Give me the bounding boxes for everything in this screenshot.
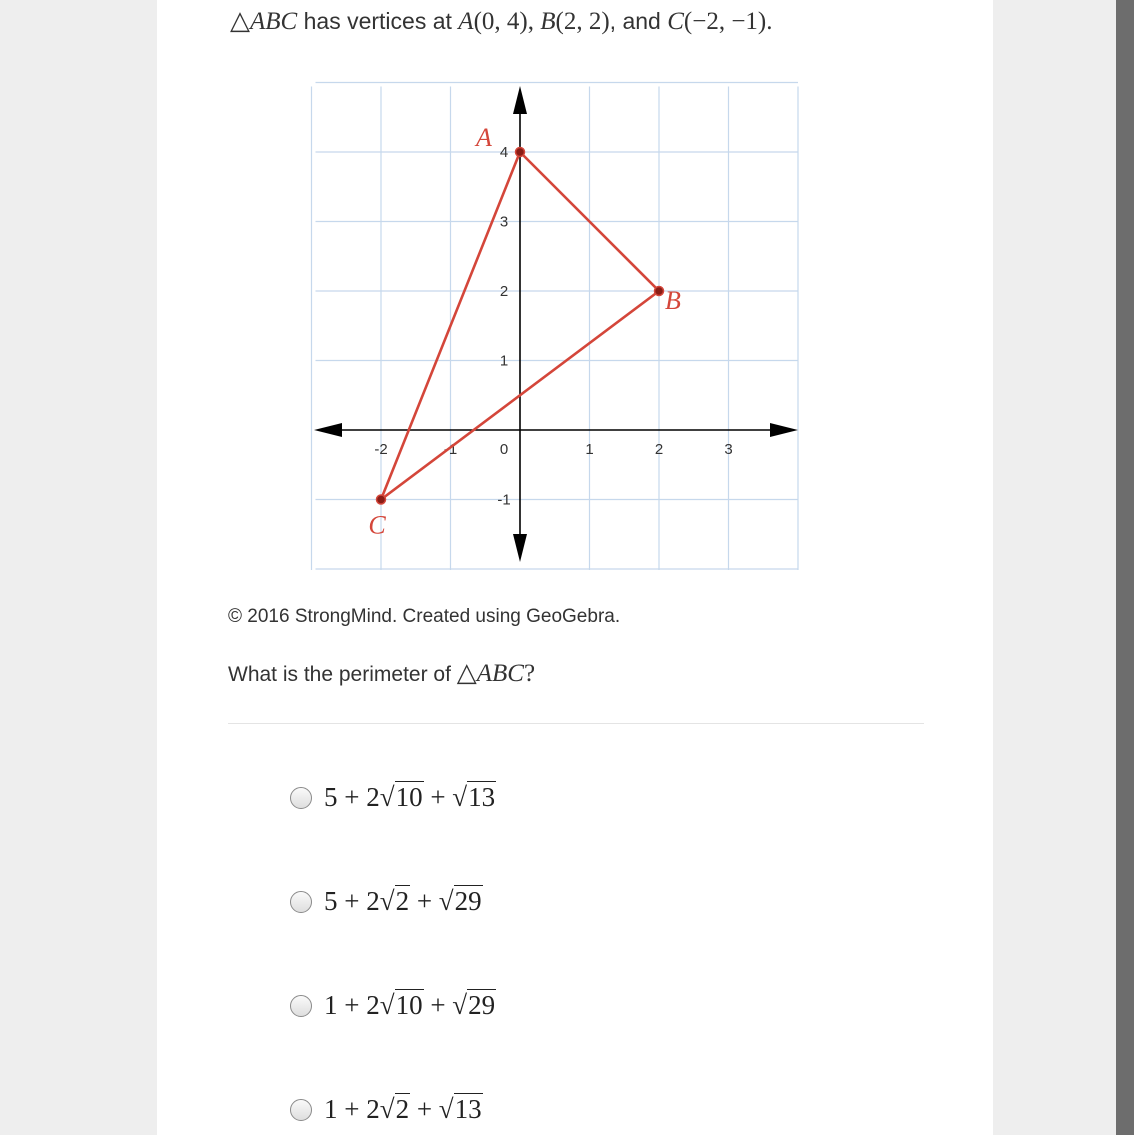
sqrt-term: [380, 886, 410, 917]
choice-text: [324, 782, 496, 813]
radicand: 29: [454, 886, 482, 916]
choice-plus: +: [423, 782, 453, 812]
choice-lead: 5 + 2: [324, 782, 380, 812]
sqrt-symbol: √: [379, 782, 395, 812]
radicand: 10: [395, 990, 423, 1020]
x-tick-label: 1: [585, 441, 594, 458]
choice-lead: 5 + 2: [324, 886, 380, 916]
x-tick-label: -2: [374, 441, 388, 458]
radicand: 13: [454, 1094, 482, 1124]
choice-lead: 1 + 2: [324, 1094, 380, 1124]
answer-choice-3[interactable]: [290, 990, 496, 1021]
vertex-c-name: C: [667, 8, 684, 35]
radio-button[interactable]: [290, 1099, 312, 1121]
answer-choice-1[interactable]: [290, 782, 496, 813]
choice-lead: 1 + 2: [324, 990, 380, 1020]
question-intro: [230, 6, 773, 36]
choice-text: [324, 1094, 483, 1125]
intro-prefix: has vertices at: [303, 8, 452, 34]
triangle-name: ABC: [250, 8, 298, 35]
vertex-a-name: A: [458, 8, 474, 35]
prompt-triangle-symbol: △: [456, 658, 477, 687]
answer-choice-2[interactable]: [290, 886, 483, 917]
vertex-c-coords: (−2, −1): [683, 8, 767, 35]
prompt-triangle-name: ABC: [476, 660, 524, 687]
sqrt-term: [380, 782, 424, 813]
x-tick-label: 0: [499, 441, 509, 458]
sqrt-term: [452, 782, 496, 813]
y-tick-label: -1: [497, 491, 511, 509]
y-axis-arrow-up: [513, 86, 527, 114]
sqrt-symbol: √: [438, 886, 454, 916]
radicand: 29: [468, 990, 496, 1020]
comma: ,: [527, 8, 534, 35]
choice-plus: +: [423, 990, 453, 1020]
sqrt-term: [439, 1094, 483, 1125]
x-axis-arrow-right: [770, 423, 798, 437]
answer-choice-4[interactable]: [290, 1094, 483, 1125]
sqrt-symbol: √: [379, 1094, 395, 1124]
x-tick-label: -1: [443, 441, 458, 458]
y-tick-label: 3: [499, 213, 509, 231]
y-tick-label: 1: [499, 352, 509, 370]
radicand: 13: [468, 782, 496, 812]
point-label-b: B: [665, 286, 681, 315]
image-credit: © 2016 StrongMind. Created using GeoGebra.: [228, 606, 621, 627]
scrollbar[interactable]: [1116, 0, 1134, 1135]
sqrt-symbol: √: [452, 782, 468, 812]
vertex-b-coords: (2, 2): [555, 8, 610, 35]
radio-button[interactable]: [290, 995, 312, 1017]
sqrt-symbol: √: [379, 886, 395, 916]
point-c: [377, 495, 386, 504]
point-a: [516, 148, 525, 157]
vertex-a-coords: (0, 4): [473, 8, 528, 35]
choice-text: [324, 990, 496, 1021]
vertex-b-name: B: [540, 8, 556, 35]
sqrt-term: [380, 1094, 410, 1125]
choice-plus: +: [410, 1094, 439, 1124]
y-axis-arrow-down: [513, 534, 527, 562]
radicand: 2: [395, 1094, 410, 1124]
radicand: 10: [395, 782, 423, 812]
choice-plus: +: [410, 886, 439, 916]
point-label-a: A: [476, 123, 492, 152]
point-label-c: C: [368, 510, 386, 540]
x-axis-arrow-left: [314, 423, 342, 437]
period: .: [766, 8, 773, 35]
y-tick-label: 2: [499, 283, 509, 300]
coordinate-graph: [310, 78, 802, 570]
sqrt-symbol: √: [452, 990, 468, 1020]
question-prompt: [228, 658, 535, 688]
left-gutter: [0, 0, 157, 1135]
prompt-prefix: What is the perimeter of: [228, 663, 451, 686]
choice-text: [324, 886, 483, 917]
connector-and: , and: [609, 8, 661, 34]
divider: [228, 723, 924, 724]
radio-button[interactable]: [290, 891, 312, 913]
sqrt-symbol: √: [379, 990, 395, 1020]
sqrt-term: [452, 990, 496, 1021]
y-tick-label: 4: [499, 144, 509, 161]
x-tick-label: 2: [654, 441, 664, 458]
x-tick-label: 3: [724, 441, 733, 458]
point-b: [655, 287, 664, 296]
sqrt-symbol: √: [438, 1094, 454, 1124]
triangle-symbol: △: [230, 6, 250, 35]
sqrt-term: [439, 886, 483, 917]
prompt-suffix: ?: [523, 660, 536, 687]
sqrt-term: [380, 990, 424, 1021]
radio-button[interactable]: [290, 787, 312, 809]
radicand: 2: [395, 886, 410, 916]
